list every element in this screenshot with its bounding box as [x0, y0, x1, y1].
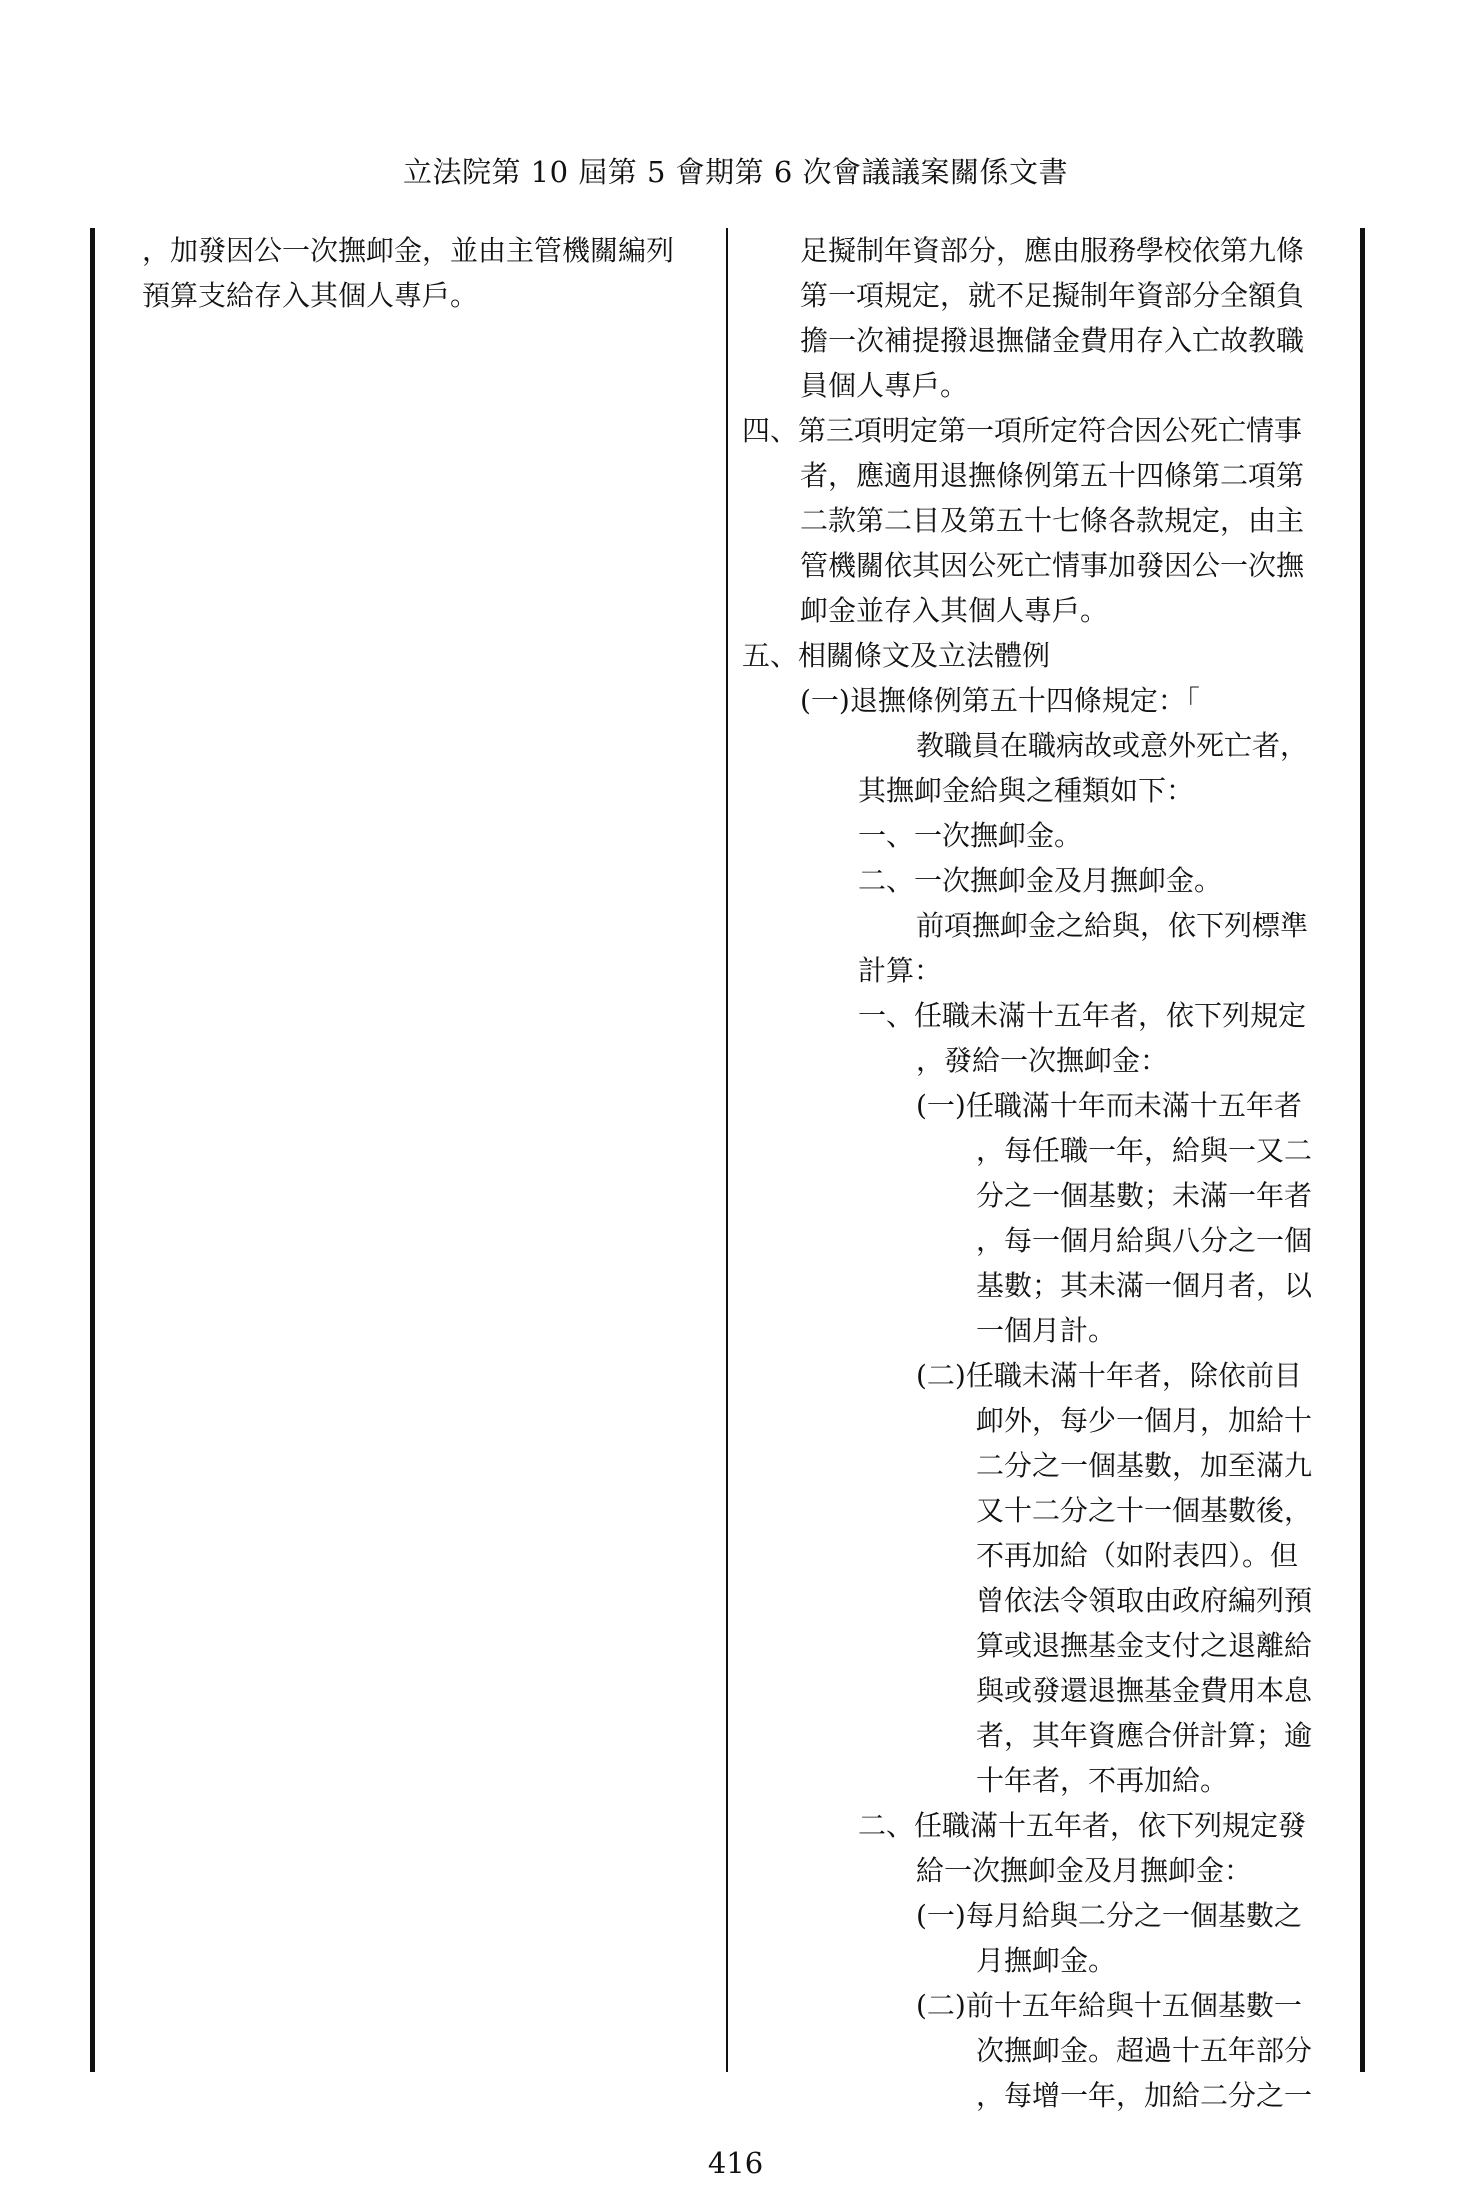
right-text-line: (一)退撫條例第五十四條規定：「: [800, 684, 1200, 717]
right-text-line: 二款第二目及第五十七條各款規定，由主: [800, 504, 1305, 537]
right-text-line: 分之一個基數；未滿一年者: [976, 1179, 1313, 1212]
right-text-line: 其撫卹金給與之種類如下：: [858, 774, 1195, 807]
right-text-line: 二、任職滿十五年者，依下列規定發: [858, 1809, 1307, 1842]
right-text-line: 一、一次撫卹金。: [858, 819, 1083, 852]
table-left-border: [90, 228, 95, 2072]
right-text-line: 二、一次撫卹金及月撫卹金。: [858, 864, 1223, 897]
table-column-divider: [726, 228, 728, 2072]
left-text-line: ，加發因公一次撫卹金，並由主管機關編列: [142, 234, 675, 267]
right-text-line: ，發給一次撫卹金：: [916, 1044, 1169, 1077]
right-text-line: ，每一個月給與八分之一個: [976, 1224, 1313, 1257]
right-text-line: 者，其年資應合併計算；逾: [976, 1719, 1313, 1752]
right-text-line: ，每增一年，加給二分之一: [976, 2079, 1313, 2112]
right-text-line: (一)每月給與二分之一個基數之: [916, 1899, 1302, 1932]
right-text-line: 卹金並存入其個人專戶。: [800, 594, 1109, 627]
right-text-line: 足擬制年資部分，應由服務學校依第九條: [800, 234, 1305, 267]
right-text-line: 又十二分之十一個基數後，: [976, 1494, 1313, 1527]
right-text-line: ，每任職一年，給與一又二: [976, 1134, 1313, 1167]
right-text-line: 管機關依其因公死亡情事加發因公一次撫: [800, 549, 1305, 582]
right-text-line: 擔一次補提撥退撫儲金費用存入亡故教職: [800, 324, 1305, 357]
right-text-line: 基數；其未滿一個月者，以: [976, 1269, 1313, 1302]
right-text-line: 算或退撫基金支付之退離給: [976, 1629, 1313, 1662]
page-number: 416: [707, 2146, 764, 2180]
right-text-line: 與或發還退撫基金費用本息: [976, 1674, 1313, 1707]
document-header: 立法院第 10 屆第 5 會期第 6 次會議議案關係文書: [402, 155, 1069, 189]
right-text-line: 一個月計。: [976, 1314, 1117, 1347]
right-text-line: (二)前十五年給與十五個基數一: [916, 1989, 1302, 2022]
right-text-line: 十年者，不再加給。: [976, 1764, 1229, 1797]
right-text-line: 前項撫卹金之給與，依下列標準: [916, 909, 1309, 942]
right-text-line: 曾依法令領取由政府編列預: [976, 1584, 1313, 1617]
left-text-line: 預算支給存入其個人專戶。: [142, 279, 479, 312]
right-text-line: 教職員在職病故或意外死亡者，: [916, 729, 1309, 762]
right-text-line: 二分之一個基數，加至滿九: [976, 1449, 1313, 1482]
right-text-line: 第一項規定，就不足擬制年資部分全額負: [800, 279, 1305, 312]
right-text-line: (一)任職滿十年而未滿十五年者: [916, 1089, 1302, 1122]
right-text-line: 者，應適用退撫條例第五十四條第二項第: [800, 459, 1305, 492]
right-text-line: 不再加給（如附表四）。但: [976, 1539, 1299, 1572]
right-text-line: 給一次撫卹金及月撫卹金：: [916, 1854, 1253, 1887]
right-text-line: 一、任職未滿十五年者，依下列規定: [858, 999, 1307, 1032]
right-text-line: 員個人專戶。: [800, 369, 969, 402]
right-text-line: (二)任職未滿十年者，除依前目: [916, 1359, 1302, 1392]
right-text-line: 五、相關條文及立法體例: [742, 639, 1051, 672]
right-text-line: 四、第三項明定第一項所定符合因公死亡情事: [742, 414, 1303, 447]
right-text-line: 計算：: [858, 954, 943, 987]
right-text-line: 月撫卹金。: [976, 1944, 1117, 1977]
right-text-line: 卹外，每少一個月，加給十: [976, 1404, 1313, 1437]
right-text-line: 次撫卹金。超過十五年部分: [976, 2034, 1313, 2067]
table-right-border: [1360, 228, 1365, 2072]
